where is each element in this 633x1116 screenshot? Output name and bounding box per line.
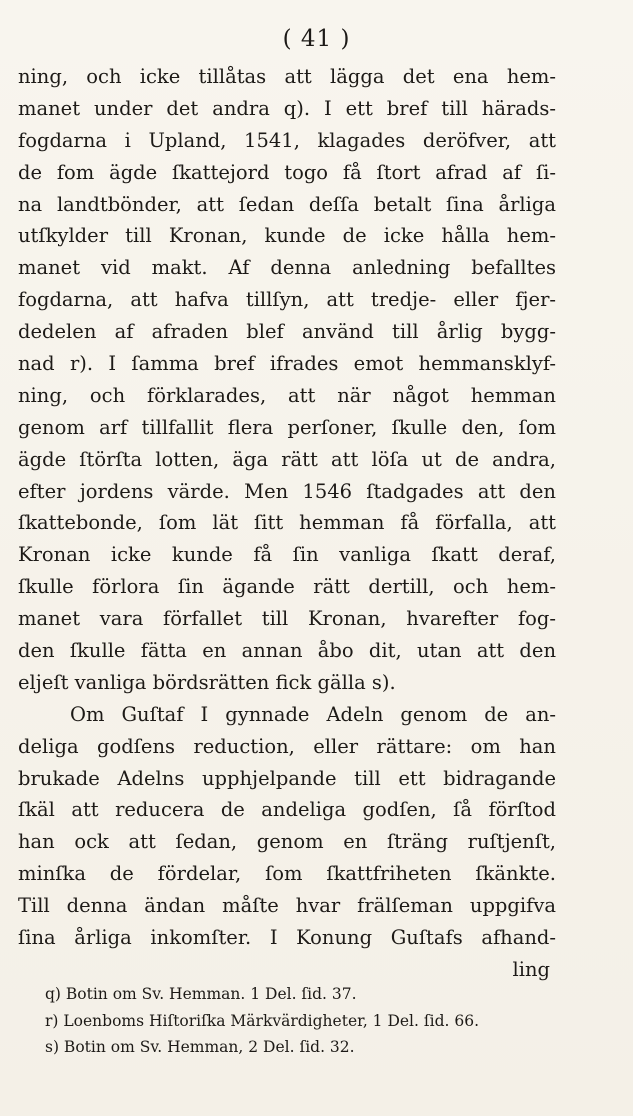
text-line: brukade Adelns upphjelpande till ett bidragande xyxy=(18,766,556,790)
text-line: genom arf tillfallit flera perſoner, ſkulle den, ſom xyxy=(18,415,556,439)
text-line: deliga godſens reduction, eller rättare: om han xyxy=(18,734,556,758)
body-text xyxy=(18,61,556,986)
footnote: q) Botin om Sv. Hemman. 1 Del. ſid. 37. xyxy=(45,985,357,1003)
text-line: na landtbönder, att ſedan deſſa betalt ſina årliga xyxy=(18,192,556,216)
text-line: Kronan icke kunde få ſin vanliga ſkatt deraf, xyxy=(18,543,556,567)
footnotes xyxy=(45,981,555,1061)
footnote: s) Botin om Sv. Hemman, 2 Del. ſid. 32. xyxy=(45,1038,355,1056)
text-line: de fom ägde ſkattejord togo få ſtort afrad af ſi- xyxy=(18,160,556,184)
text-line: fogdarna i Upland, 1541, klagades deröfver, att xyxy=(18,128,556,152)
text-line: minſka de fördelar, ſom ſkattfriheten ſkänkte. xyxy=(18,862,556,886)
page-number: ( 41 ) xyxy=(282,26,351,52)
text-line: ſina årliga inkomſter. I Konung Guſtafs afhand- xyxy=(18,926,556,950)
text-line: ning, och förklarades, att när något hemman xyxy=(18,383,556,407)
footnote: r) Loenboms Hiſtoriſka Märkvärdigheter, 1 Del. ſid. 66. xyxy=(45,1011,479,1030)
text-line: Om Guſtaf I gynnade Adeln genom de an- xyxy=(70,702,556,726)
text-line: nad r). I ſamma bref ifrades emot hemmansklyf- xyxy=(18,352,556,376)
text-line: han ock att ſedan, genom en ſträng ruſtjenſt, xyxy=(18,830,556,854)
text-line: manet under det andra q). I ett bref till härads- xyxy=(18,96,556,120)
text-line: eljeſt vanliga bördsrätten fick gälla s). xyxy=(18,670,396,694)
text-line: manet vid makt. Af denna anledning befalltes xyxy=(18,256,556,280)
text-line: efter jordens värde. Men 1546 ſtadgades att den xyxy=(18,479,556,503)
text-line: utſkylder till Kronan, kunde de icke hålla hem- xyxy=(18,224,556,248)
text-line: manet vara förfallet till Kronan, hvarefter fog- xyxy=(18,607,556,631)
text-line: dedelen af afraden blef använd till årlig bygg- xyxy=(18,320,556,344)
text-line: fogdarna, att hafva tillſyn, att tredje- eller fjer- xyxy=(18,288,556,312)
text-line: ſkäl att reducera de andeliga godſen, ſå förſtod xyxy=(18,798,556,822)
text-line: ſkulle förlora ſin ägande rätt dertill, och hem- xyxy=(18,575,556,599)
text-line: den ſkulle fätta en annan åbo dit, utan att den xyxy=(18,639,556,663)
text-line: Till denna ändan måſte hvar frälſeman uppgifva xyxy=(18,894,556,918)
catchword: ling xyxy=(512,957,550,981)
text-line: ſkattebonde, ſom lät ſitt hemman få förfalla, att xyxy=(18,511,556,535)
text-line: ning, och icke tillåtas att lägga det ena hem- xyxy=(18,65,556,88)
text-line: ägde ſtörſta lotten, äga rätt att löſa ut de andra, xyxy=(18,447,556,471)
